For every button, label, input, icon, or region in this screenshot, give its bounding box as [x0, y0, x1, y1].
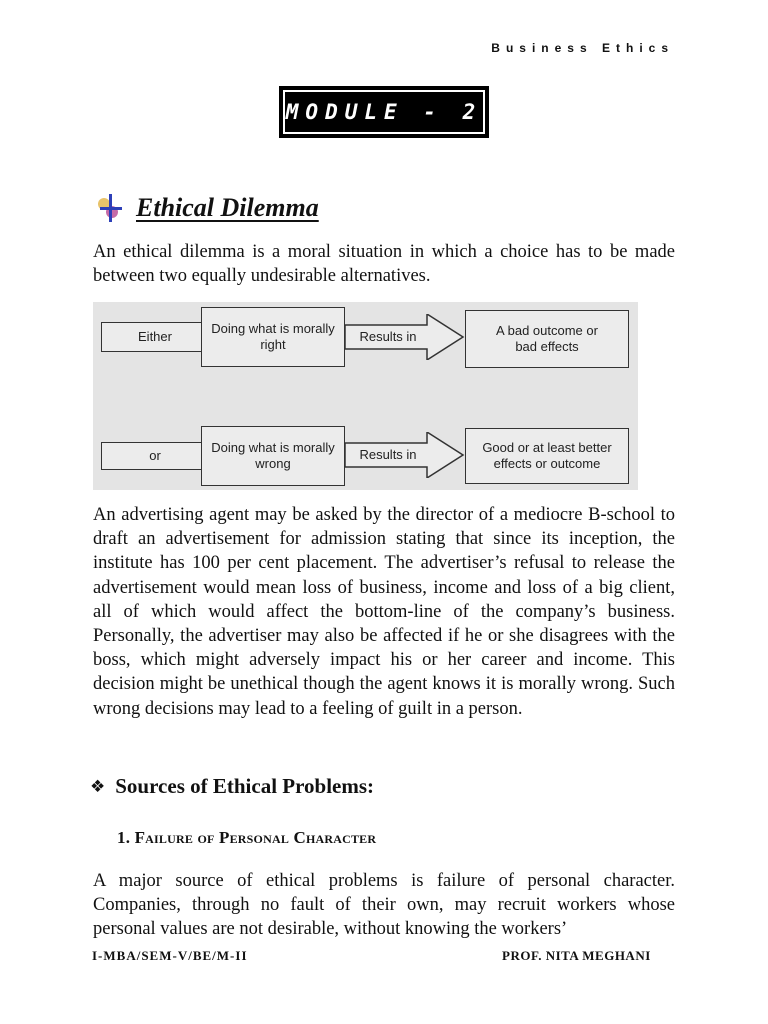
- dilemma-diagram: [93, 302, 638, 490]
- diamond-bullet-icon: ❖: [90, 776, 106, 797]
- module-banner: [279, 86, 489, 138]
- section-heading: [96, 193, 319, 223]
- running-header: Business Ethics: [491, 41, 674, 55]
- intro-paragraph: An ethical dilemma is a moral situation in which a choice has to be made between two equally undesirable alternatives.: [93, 242, 675, 287]
- good-outcome-box: Good or at least better effects or outcome: [465, 428, 629, 484]
- results-in-label-1: Results in: [359, 329, 417, 344]
- either-label: Either: [101, 322, 209, 352]
- bad-outcome-box: A bad outcome or bad effects: [465, 310, 629, 368]
- module-label: MODULE - 2: [283, 90, 485, 134]
- section-title: Ethical Dilemma: [136, 193, 319, 222]
- footer-course: I-MBA/SEM-V/BE/M-II: [92, 948, 248, 963]
- or-label: or: [101, 442, 209, 470]
- morally-wrong-box: Doing what is morally wrong: [201, 426, 345, 486]
- example-paragraph: An advertising agent may be asked by the director of a mediocre B-school to draft an advertisement for admission stating that since its inception, the institute has 100 per cent placement. The advertiser’s refusal to release the advertisement would mean loss of business, income and loss of a big client, all of which would affect the bottom-line of the company’s business. Personally, the advertiser may also be affected if he or she disagrees with the boss, which might adversely impact his or her career and income. This decision might be unethical though the agent knows it is morally wrong. Such wrong decisions may lead to a feeling of guilt in a person.: [93, 505, 675, 719]
- subsection-title: 1. Failure of Personal Character: [117, 828, 377, 847]
- bullet-cross-icon: [96, 194, 124, 222]
- failure-paragraph: A major source of ethical problems is failure of personal character. Companies, through no fault of their own, may recruit workers whose personal values are not desirable, without knowing the workers’: [93, 871, 675, 940]
- morally-right-box: Doing what is morally right: [201, 307, 345, 367]
- results-in-label-2: Results in: [359, 447, 417, 462]
- footer-author: PROF. NITA MEGHANI: [502, 948, 651, 963]
- sources-heading-text: Sources of Ethical Problems:: [115, 774, 375, 798]
- sources-heading: [90, 774, 374, 799]
